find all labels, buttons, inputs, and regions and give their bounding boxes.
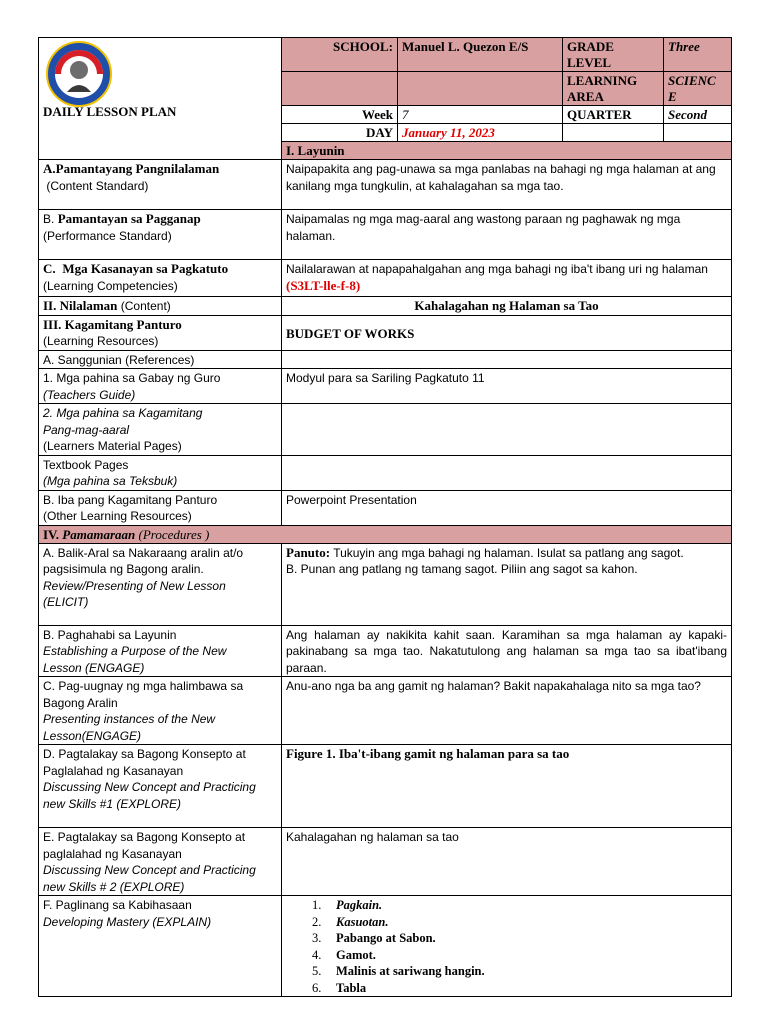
empty-cell [282,72,398,106]
gabay-label: 1. Mga pahina sa Gabay ng Guro (Teachers Guide) [39,369,282,404]
content-standard-label: A.Pamantayang Pangnilalaman (Content Standard) [39,160,282,210]
empty-cell [664,124,732,142]
content-standard-text: Naipapakita ang pag-unawa sa mga panlabas na bahagi ng mga halaman at ang kanilang mga tungkulin, at kahalagahan sa mga tao. [282,160,732,210]
explain-label: F. Paglinang sa Kabihasaan Developing Mastery (EXPLAIN) [39,896,282,997]
lesson-plan-page [38,37,731,997]
uses-list [286,897,727,996]
list-item: 5. Malinis at sariwang hangin. [312,964,485,978]
school-value: Manuel L. Quezon E/S [398,38,563,72]
other-resources-text: Powerpoint Presentation [282,490,732,525]
kagamitang-label: 2. Mga pahina sa Kagamitang Pang-mag-aaral (Learners Material Pages) [39,404,282,456]
explore-2-label: E. Pagtalakay sa Bagong Konsepto at paglalahad ng Kasanayan Discussing New Concept and Practicing new Skills # 2 (EXPLORE) [39,828,282,896]
kagamitan-label: III. Kagamitang Panturo (Learning Resources) [39,315,282,350]
budget-of-works: BUDGET OF WORKS [282,315,732,350]
list-item: 3. Pabango at Sabon. [312,931,436,945]
empty-cell [282,404,732,456]
pag-uugnay-text: Anu-ano nga ba ang gamit ng halaman? Bakit napakahalaga nito sa mga tao? [282,677,732,745]
explore-2-text: Kahalagahan ng halaman sa tao [282,828,732,896]
nilalaman-label: II. Nilalaman (Content) [39,297,282,316]
page-title: DAILY LESSON PLAN [43,104,177,119]
explore-1-label: D. Pagtalakay sa Bagong Konsepto at Paglalahad ng Kasanayan Discussing New Concept and Practicing new Skills #1 (EXPLORE) [39,745,282,828]
lesson-plan-table [38,37,732,997]
empty-cell [398,72,563,106]
balik-aral-label: A. Balik-Aral sa Nakaraang aralin at/o pagsisimula ng Bagong aralin. Review/Presenting of New Lesson (ELICIT) [39,543,282,625]
school-logo-icon [45,40,113,108]
learning-area-value: SCIENC E [664,72,732,106]
empty-cell [282,455,732,490]
quarter-value: Second [664,106,732,124]
empty-cell [563,124,664,142]
textbook-label: Textbook Pages (Mga pahina sa Teksbuk) [39,455,282,490]
day-value: January 11, 2023 [398,124,563,142]
competency-text: Nailalarawan at napapahalgahan ang mga bahagi ng iba't ibang uri ng halaman (S3LT-lle-f-8) [282,260,732,297]
paghahabi-label: B. Paghahabi sa Layunin Establishing a Purpose of the New Lesson (ENGAGE) [39,625,282,677]
header-logo-cell [39,38,282,160]
other-resources-label: B. Iba pang Kagamitang Panturo (Other Learning Resources) [39,490,282,525]
school-label: SCHOOL: [282,38,398,72]
day-label: DAY [282,124,398,142]
figure-caption: Figure 1. Iba't-ibang gamit ng halaman para sa tao [282,745,732,828]
week-label: Week [282,106,398,124]
section-layunin: I. Layunin [282,142,732,160]
competency-label: C. Mga Kasanayan sa Pagkatuto (Learning Competencies) [39,260,282,297]
list-item: 4. Gamot. [312,947,376,962]
grade-label: GRADE LEVEL [563,38,664,72]
grade-value: Three [664,38,732,72]
learning-area-label: LEARNING AREA [563,72,664,106]
list-item: 6. Tabla [312,980,367,995]
explain-list-cell [282,896,732,997]
gabay-text: Modyul para sa Sariling Pagkatuto 11 [282,369,732,404]
pag-uugnay-label: C. Pag-uugnay ng mga halimbawa sa Bagong Aralin Presenting instances of the New Lesson(ENGAGE) [39,677,282,745]
performance-standard-text: Naipamalas ng mga mag-aaral ang wastong paraan ng paghawak ng mga halaman. [282,210,732,260]
panuto-text: Panuto: Tukuyin ang mga bahagi ng halaman. Isulat sa patlang ang sagot. B. Punan ang patlang ng tamang sagot. Piliin ang sagot sa kahon. [282,543,732,625]
quarter-label: QUARTER [563,106,664,124]
week-value: 7 [398,106,563,124]
nilalaman-text: Kahalagahan ng Halaman sa Tao [282,297,732,316]
performance-standard-label: B. Pamantayan sa Pagganap (Performance Standard) [39,210,282,260]
sanggunian-label: A. Sanggunian (References) [39,350,282,369]
paghahabi-text: Ang halaman ay nakikita kahit saan. Karamihan sa mga halaman ay kapaki-pakinabang sa mga tao. Nakatutulong ang halaman sa mga tao sa ibat'ibang paraan. [282,625,732,677]
section-pamamaraan: IV. Pamamaraan (Procedures ) [39,525,732,543]
empty-cell [282,350,732,369]
list-item: 1. Pagkain. [312,898,383,912]
list-item: 2. Kasuotan. [312,914,389,929]
